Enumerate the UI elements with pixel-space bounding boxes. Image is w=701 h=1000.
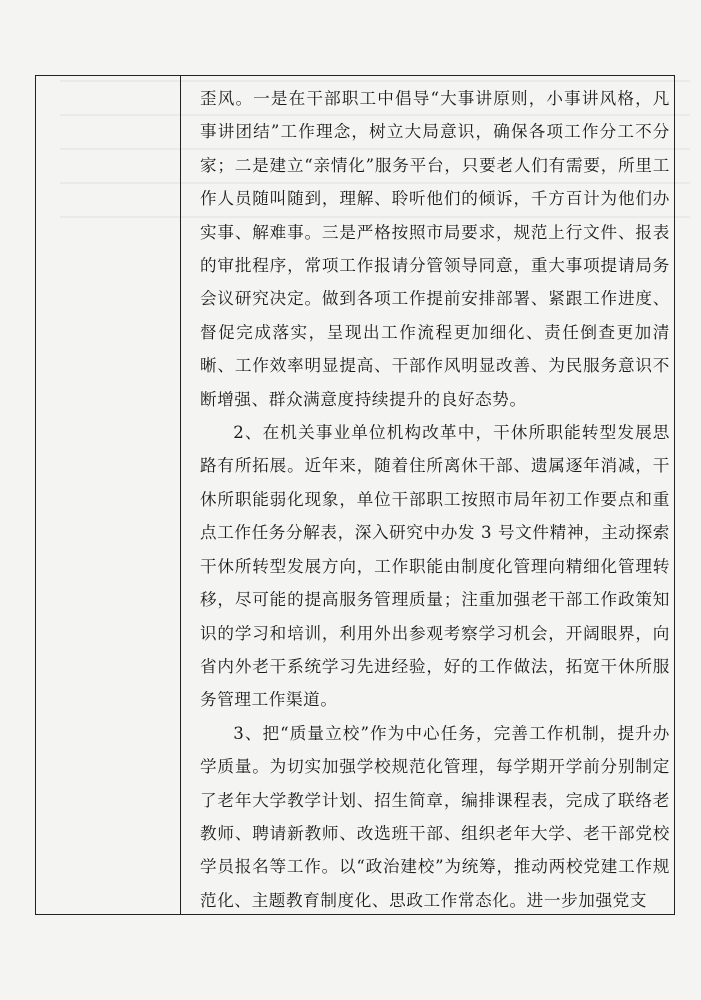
paragraph-2: 2、在机关事业单位机构改革中，干休所职能转型发展思路有所拓展。近年来，随着住所离休干部、遗属逐年消减，干休所职能弱化现象，单位干部职工按照市局年初工作要点和重点工作任务分解表，深入研究中办发 3 号文件精神，主动探索干休所转型发展方向，工作职能由制度化管理向精细化管理转移，尽可能的提高服务管理质量；注重加强老干部工作政策知识的学习和培训，利用外出参观考察学习机会，开阔眼界，向省内外老干系统学习先进经验，好的工作做法，拓宽干休所服务管理工作渠道。 xyxy=(200,423,670,710)
form-table xyxy=(35,75,675,915)
column-divider xyxy=(180,76,181,914)
label-cell xyxy=(36,76,180,914)
content-cell xyxy=(200,82,670,917)
paragraph-3: 3、把“质量立校”作为中心任务，完善工作机制，提升办学质量。为切实加强学校规范化管理，每学期开学前分别制定了老年大学教学计划、招生简章，编排课程表，完成了联络老教师、聘请新教师、改选班干部、组织老年大学、老干部党校学员报名等工作。以“政治建校”为统筹，推动两校党建工作规范化、主题教育制度化、思政工作常态化。进一步加强党支 xyxy=(200,723,670,910)
paragraph-1: 歪风。一是在干部职工中倡导“大事讲原则，小事讲风格，凡事讲团结”工作理念，树立大局意识，确保各项工作分工不分家；二是建立“亲情化”服务平台，只要老人们有需要，所里工作人员随叫随到，理解、聆听他们的倾诉，千方百计为他们办实事、解难事。三是严格按照市局要求，规范上行文件、报表的审批程序，常项工作报请分管领导同意，重大事项提请局务会议研究决定。做到各项工作提前安排部署、紧跟工作进度、督促完成落实，呈现出工作流程更加细化、责任倒查更加清晰、工作效率明显提高、干部作风明显改善、为民服务意识不断增强、群众满意度持续提升的良好态势。 xyxy=(200,89,670,409)
